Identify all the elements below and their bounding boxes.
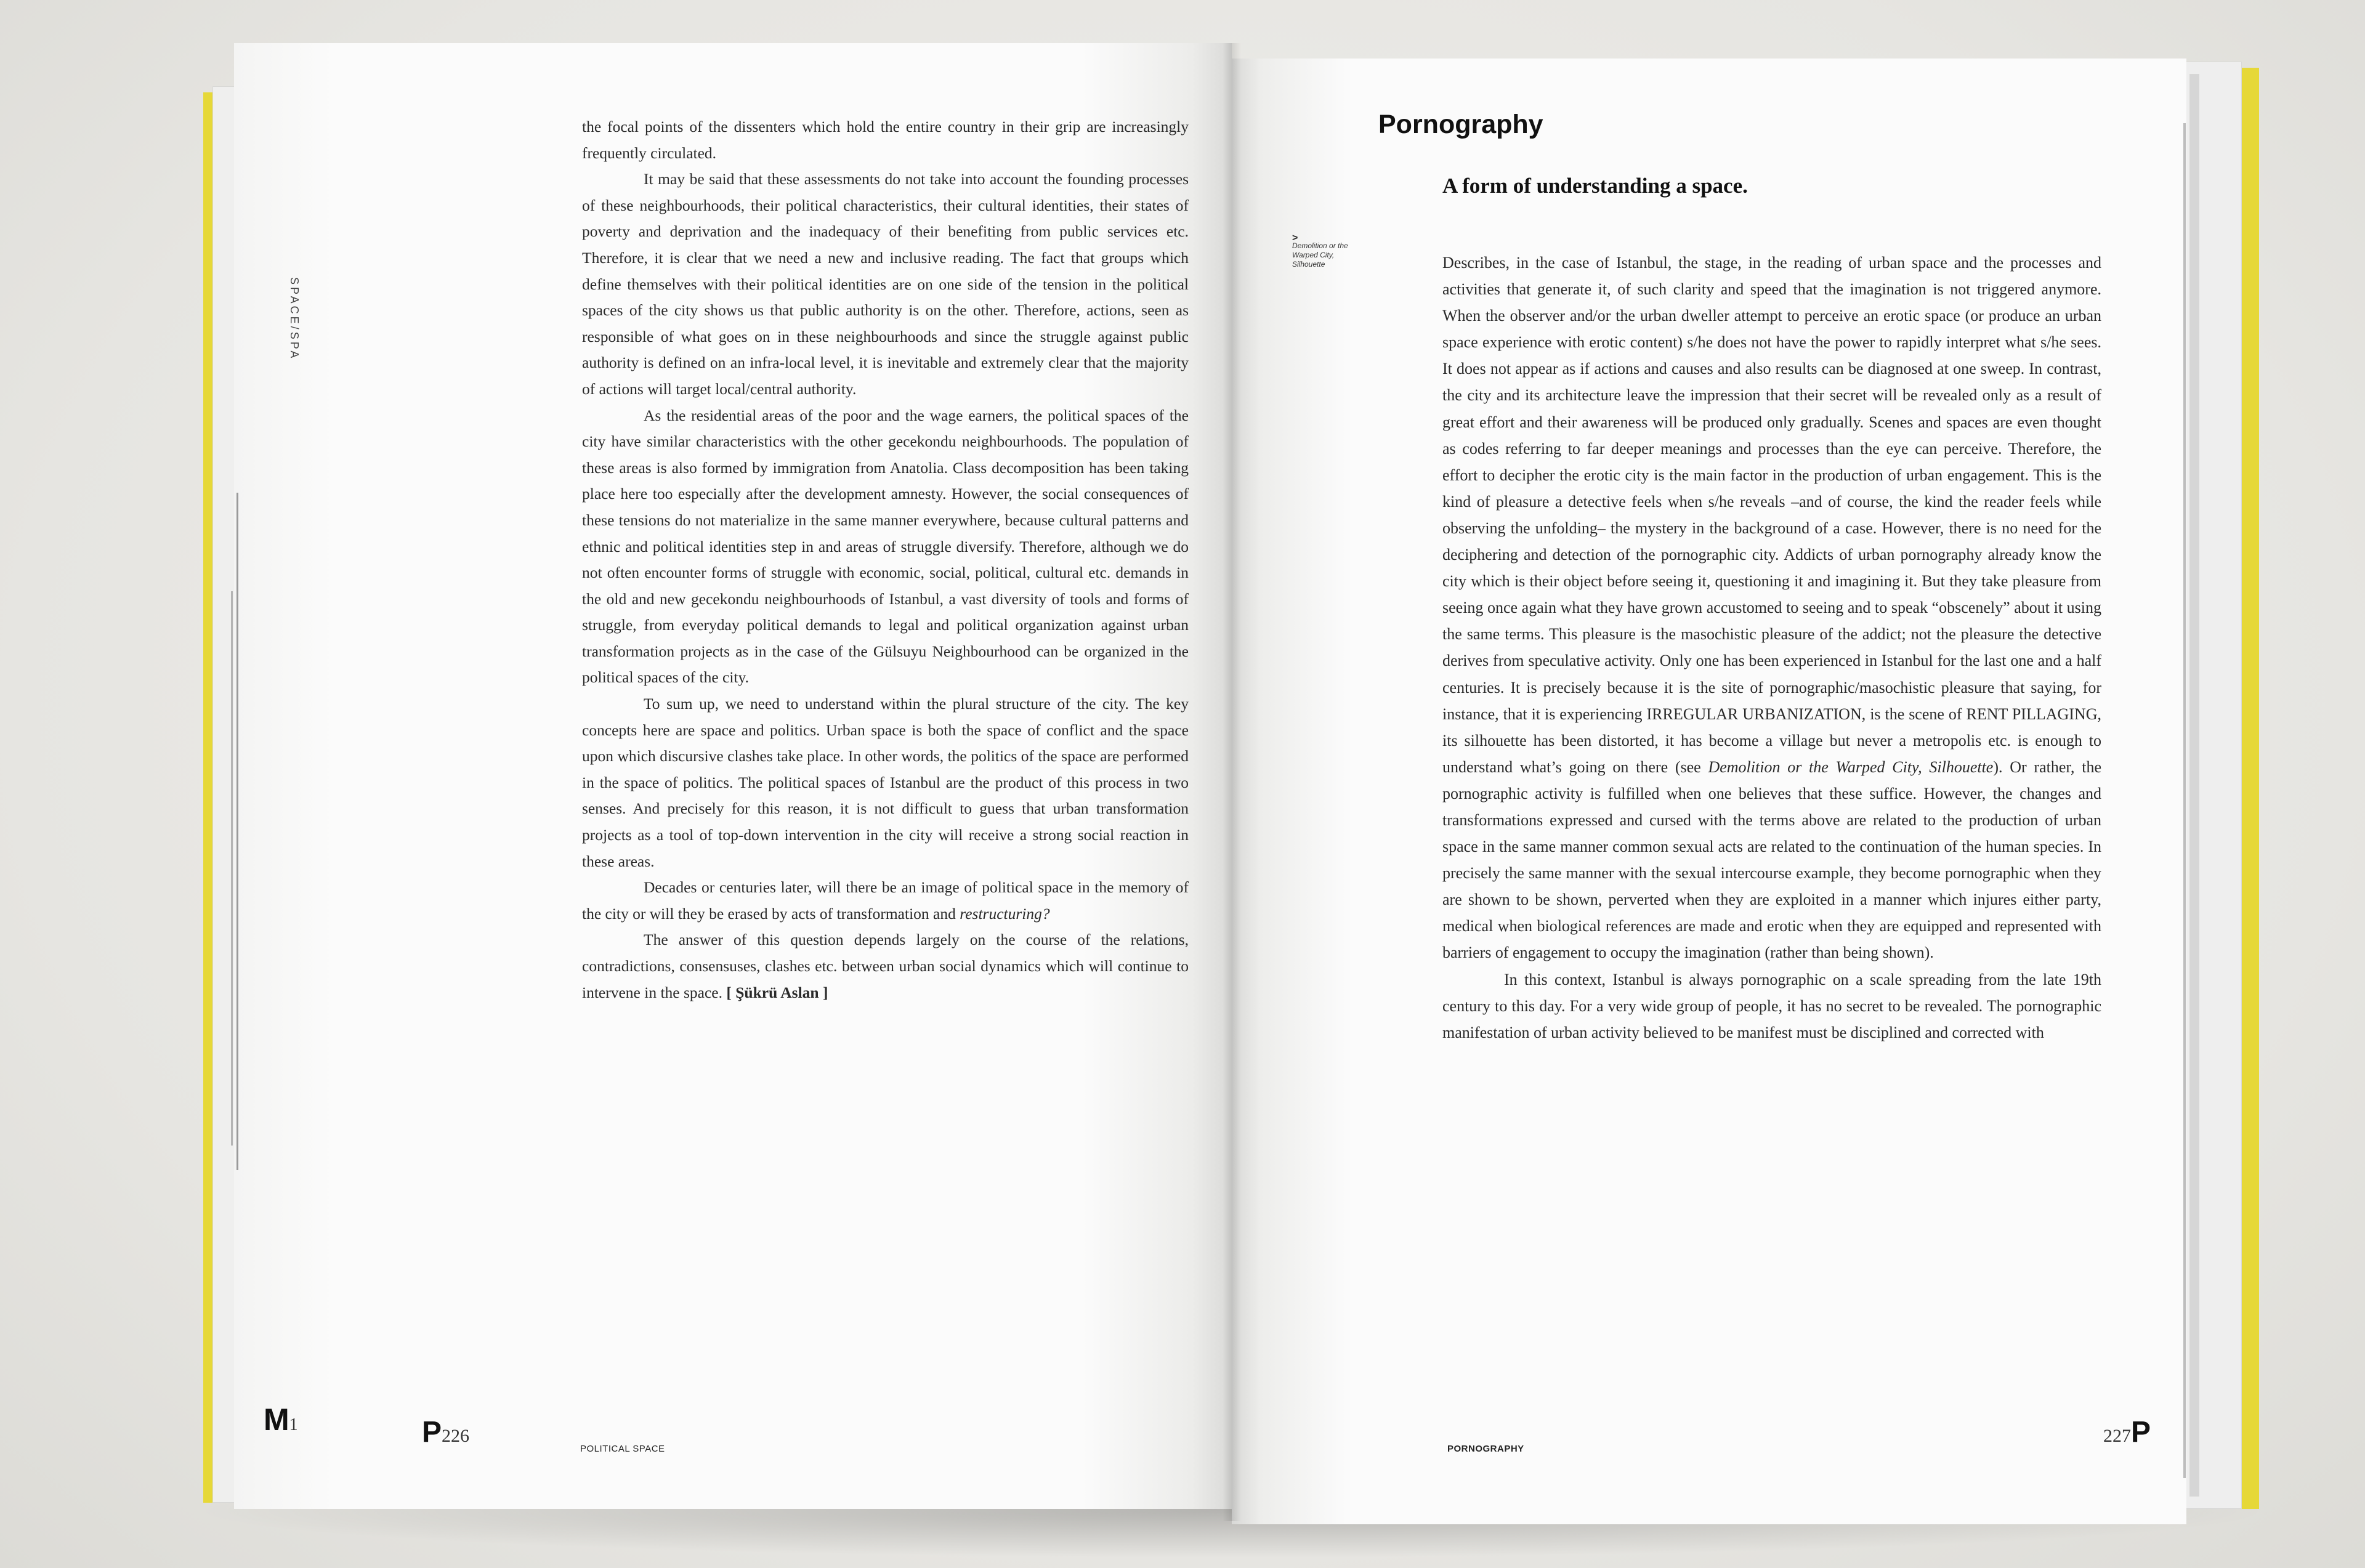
paragraph-text: Describes, in the case of Istanbul, the stage, in the reading of urban space and the processes and activities that generate it, of such clarity and speed that the imagination is not triggered anymore. When the observer and/or the urban dweller attempt to perceive an erotic space (or produce an urban space experience with erotic content) s/he does not have the power to rapidly interpret what s/he sees. It does not appear as if actions and causes and also results can be diagnosed at one sweep. In contrast, the city and its architecture leave the impression that their secret will be revealed only as a result of great effort and their awareness will be produced only gradually. Scenes and spaces are even thought as codes referring to far deeper meanings and processes than the eye can perceive. Therefore, the effort to decipher the erotic city is the main factor in the production of urban engagement. This is the kind of pleasure a detective feels when s/he reveals –and of course, the kind the reader feels while observing the unfolding– the mystery in the background of a case. However, there is no need for the deciphering and detection of the pornographic city. Addicts of urban pornography already know the city which is their object before seeing it, questioning it and imagining it. But they take pleasure from seeing once again what they have grown accustomed to seeing and to speak “obscenely” about it using the same terms. This pleasure is the masochistic pleasure of the addict; not the pleasure the detective derives from speculative activity. Only one has been experienced in Istanbul for the last one and a half centuries. It is precisely because it is the site of pornographic/masochistic pleasure that saying, for instance, that it is experiencing IRREGULAR URBANIZATION, is the scene of RENT PILLAGING, its silhouette has been distorted, it has become a village but never a metropolis etc. is enough to understand what’s going on there (see <box>1442 254 2101 776</box>
running-head-left: POLITICAL SPACE <box>580 1444 665 1454</box>
paragraph-text: ). Or rather, the pornographic activity is fulfilled when one believes that these suffice. However, the changes and transformations expressed and cursed with the terms above are related to the production of urban space in the same manner common sexual acts are related to the continuation of the human species. In precisely the same manner with the sexual intercourse example, they become pornographic when they are shown to be shown, perverted when they are exploited in a manner which injures either party, medical when biological references are made and erotic when they are equipped and represented with barriers of engagement to occupy the imagination (rather than being shown). <box>1442 758 2102 962</box>
paragraph: It may be said that these assessments do not take into account the founding processes of these neighbourhoods, their political characteristics, their cultural identities, their states of poverty and deprivation and the inadequacy of their benefiting from public services etc. Therefore, it is clear that we need a new and inclusive reading. The fact that groups which define themselves with their political identities are on one side of the tension in the political spaces of the city shows us that public authority is on the other. Therefore, actions, seen as responsible of what goes on in these neighbourhoods and since the struggle against public authority is defined on an infra-local level, it is inevitable and extremely clear that the majority of actions will target local/central authority. <box>582 170 1189 398</box>
running-head-right: PORNOGRAPHY <box>1447 1444 1524 1454</box>
right-page-edge-line <box>2183 123 2186 1478</box>
margin-cross-reference: Demolition or the Warped City, Silhouette <box>1292 241 1348 269</box>
paragraph: In this context, Istanbul is always pornographic on a scale spreading from the late 19th century to this day. For a very wide group of people, it has no secret to be revealed. The pornographic manifestation of urban activity believed to be manifest must be disciplined and corrected with <box>1442 970 2101 1041</box>
entry-title: Pornography <box>1378 110 1543 139</box>
paragraph <box>1442 249 2101 966</box>
page-number: 227 <box>2103 1426 2131 1446</box>
entry-subtitle: A form of understanding a space. <box>1442 174 1748 198</box>
paragraph <box>582 927 1189 1006</box>
cross-reference: Demolition or the Warped City, Silhouette <box>1708 758 1994 776</box>
left-page-number <box>422 1415 469 1449</box>
page-stack-right-shade <box>2189 74 2199 1497</box>
section-letter: M <box>264 1402 289 1437</box>
emphasis: restructuring? <box>960 904 1050 923</box>
page-letter: P <box>422 1416 442 1449</box>
book-gutter <box>1223 43 1241 1521</box>
paragraph-text: The answer of this question depends largely on the course of the relations, contradictions, consensuses, clashes etc. between urban social dynamics which will continue to intervene in the space. <box>582 931 1189 1001</box>
author-signature: [ Şükrü Aslan ] <box>726 983 828 1001</box>
paragraph: To sum up, we need to understand within the plural structure of the city. The key concepts here are space and politics. Urban space is both the space of conflict and the space upon which discursive clashes take place. In other words, the politics of the space are performed in the space of politics. The political spaces of Istanbul are the product of this process in two senses. And precisely for this reason, it is not difficult to guess that urban transformation projects as a tool of top-down intervention in the city will receive a strong social reaction in these areas. <box>582 695 1189 870</box>
paragraph-text: Decades or centuries later, will there be an image of political space in the memory of the city or will they be erased by acts of transformation and <box>582 878 1189 923</box>
paragraph: As the residential areas of the poor and the wage earners, the political spaces of the city have similar characteristics with the other gecekondu neighbourhoods. The population of these areas is also formed by immigration from Anatolia. Class decomposition has been taking place here too especially after the development amnesty. However, the social consequences of these tensions do not materialize in the same manner everywhere, because cultural patterns and ethnic and political identities step in and areas of struggle diversify. Therefore, although we do not often encounter forms of struggle with economic, social, political, cultural etc. demands in the old and new gecekondu neighbourhoods of Istanbul, a vast diversity of tools and forms of struggle, from everyday political demands to legal and political organization against urban transformation projects as in the case of the Gülsuyu Neighbourhood can be organized in the political spaces of the city. <box>582 406 1189 687</box>
paragraph <box>582 875 1189 927</box>
left-page-body <box>582 114 1189 1006</box>
page-edge-line <box>236 493 238 1170</box>
section-marker <box>264 1402 298 1437</box>
page-number: 226 <box>442 1426 470 1446</box>
page-edge-line-2 <box>231 591 233 1146</box>
vertical-section-label: SPACE/SPA <box>288 277 301 361</box>
right-page-body <box>1442 249 2101 1046</box>
arrow-icon: > <box>1292 233 1298 243</box>
paragraph: the focal points of the dissenters which hold the entire country in their grip are increasingly frequently circulated. <box>582 118 1189 162</box>
section-number: 1 <box>289 1415 298 1434</box>
page-letter: P <box>2131 1416 2151 1449</box>
right-page-number <box>2103 1415 2151 1449</box>
